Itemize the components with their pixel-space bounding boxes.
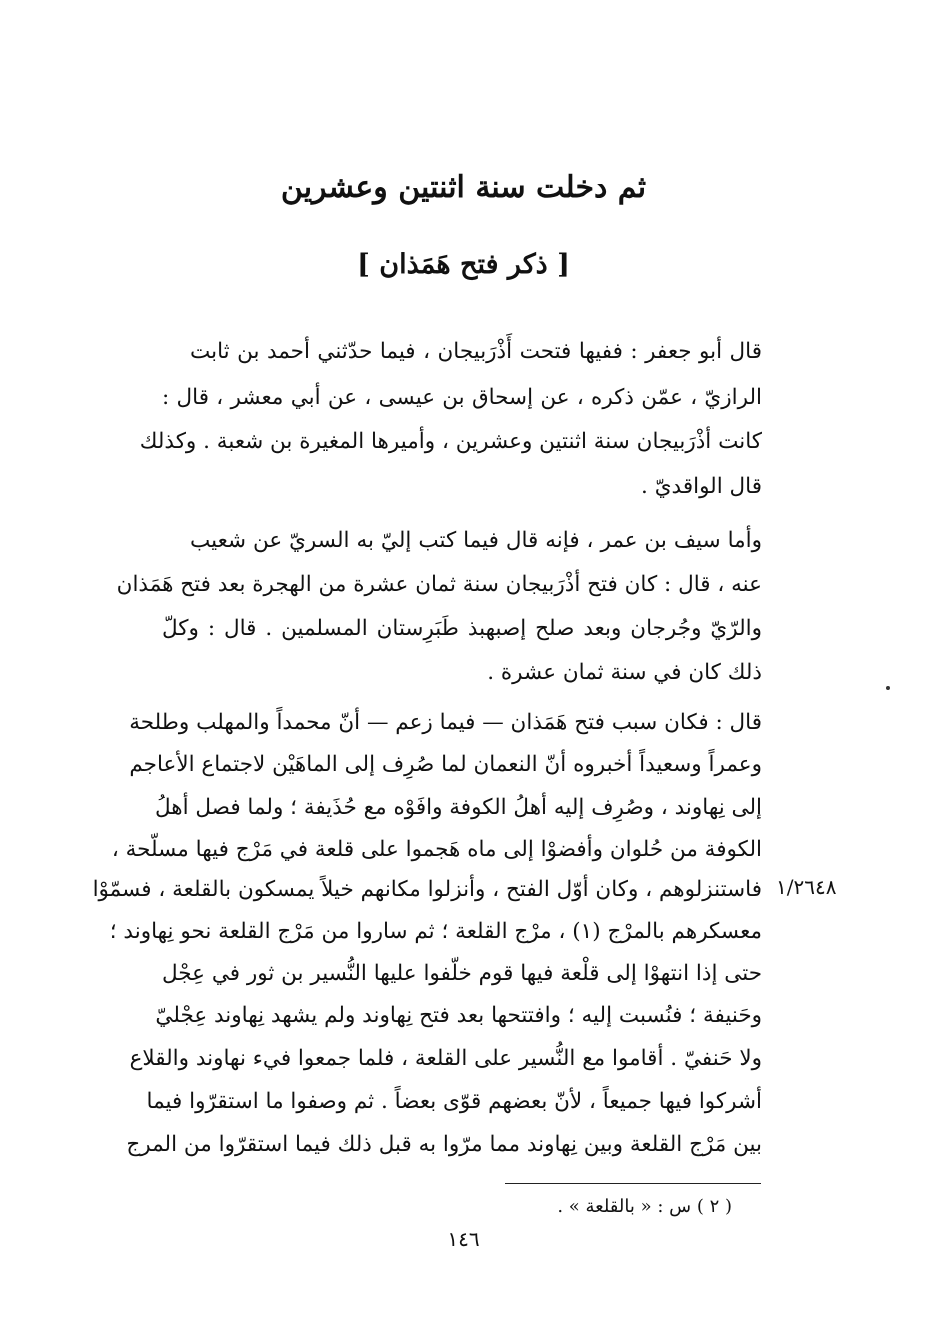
text-line: الرازيّ ، عمّن ذكره ، عن إسحاق بن عيسى ، عن أبي معشر ، قال : [162,385,762,410]
text-line: كانت أذْرَبيجان سنة اثنتين وعشرين ، وأميرها المغيرة بن شعبة . وكذلك [139,429,762,454]
text-line: الكوفة من حُلوان وأفضوْا إلى ماه هَجموا على قلعة في مَرْج فيها مسلّحة ، [111,837,762,862]
text-line: بين مَرْج القلعة وبين نِهاوند مما مرّوا به قبل ذلك فيما استقرّوا من المرج [126,1132,762,1157]
text-line: والرّيّ وجُرجان وبعد صلح إصبهبذ طَبَرِستان المسلمين . قال : وكلّ [162,616,762,641]
section-heading: [ ذكر فتح هَمَذان ] [357,249,570,280]
scan-speck [886,686,890,690]
text-line: فاستنزلوهم ، وكان أوّل الفتح ، وأنزلوا مكانهم خيلاً يمسكون بالقلعة ، فسمّوْا [92,877,762,902]
text-line: ولا حَنفيّ . أقاموا مع النُّسير على القلعة ، فلما جمعوا فيء نهاوند والقلاع [129,1046,762,1071]
text-line: قال : فكان سبب فتح هَمَذان — فيما زعم — أنّ محمداً والمهلب وطلحة [129,710,762,735]
text-line: قال أبو جعفر : ففيها فتحت أَذْرَبيجان ، فيما حدّثني أحمد بن ثابت [190,339,762,364]
text-line: وعمراً وسعيداً أخبروه أنّ النعمان لما صُرِف إلى الماهَيْن لاجتماع الأعاجم [129,752,762,777]
text-line: حتى إذا انتهوْا إلى قلْعة فيها قوم خلّفوا عليها النُّسير بن ثور في عِجْل [162,961,762,986]
chapter-title: ثم دخلت سنة اثنتين وعشرين [280,170,647,205]
text-line: قال الواقديّ . [641,474,762,499]
page-number: ١٤٦ [447,1227,480,1251]
margin-reference: ١/٢٦٤٨ [776,875,837,899]
text-line: أشركوا فيها جميعاً ، لأنّ بعضهم قوّى بعضاً . ثم وصفوا ما استقرّوا فيما [146,1089,762,1114]
text-line: عنه ، قال : كان فتح أذْرَبيجان سنة ثمان عشرة من الهجرة بعد فتح هَمَذان [116,572,762,597]
text-line: وحَنيفة ؛ فنُسبت إليه ؛ وافتتحها بعد فتح نِهاوند ولم يشهد نِهاوند عِجْليّ [155,1003,762,1028]
footnote: ( ٢ ) س : « بالقلعة » . [557,1196,732,1217]
text-line: ذلك كان في سنة ثمان عشرة . [487,660,762,685]
text-line: معسكرهم بالمرْج (١) ، مرْج القلعة ؛ ثم ساروا من مَرْج القلعة نحو نِهاوند ؛ [109,919,762,944]
text-line: إلى نِهاوند ، وصُرِف إليه أهلُ الكوفة وافَوْه مع حُذَيفة ؛ ولما فصل أهلُ [154,795,762,820]
text-line: وأما سيف بن عمر ، فإنه قال فيما كتب إليّ به السريّ عن شعيب [190,528,762,553]
footnote-rule [505,1183,761,1184]
